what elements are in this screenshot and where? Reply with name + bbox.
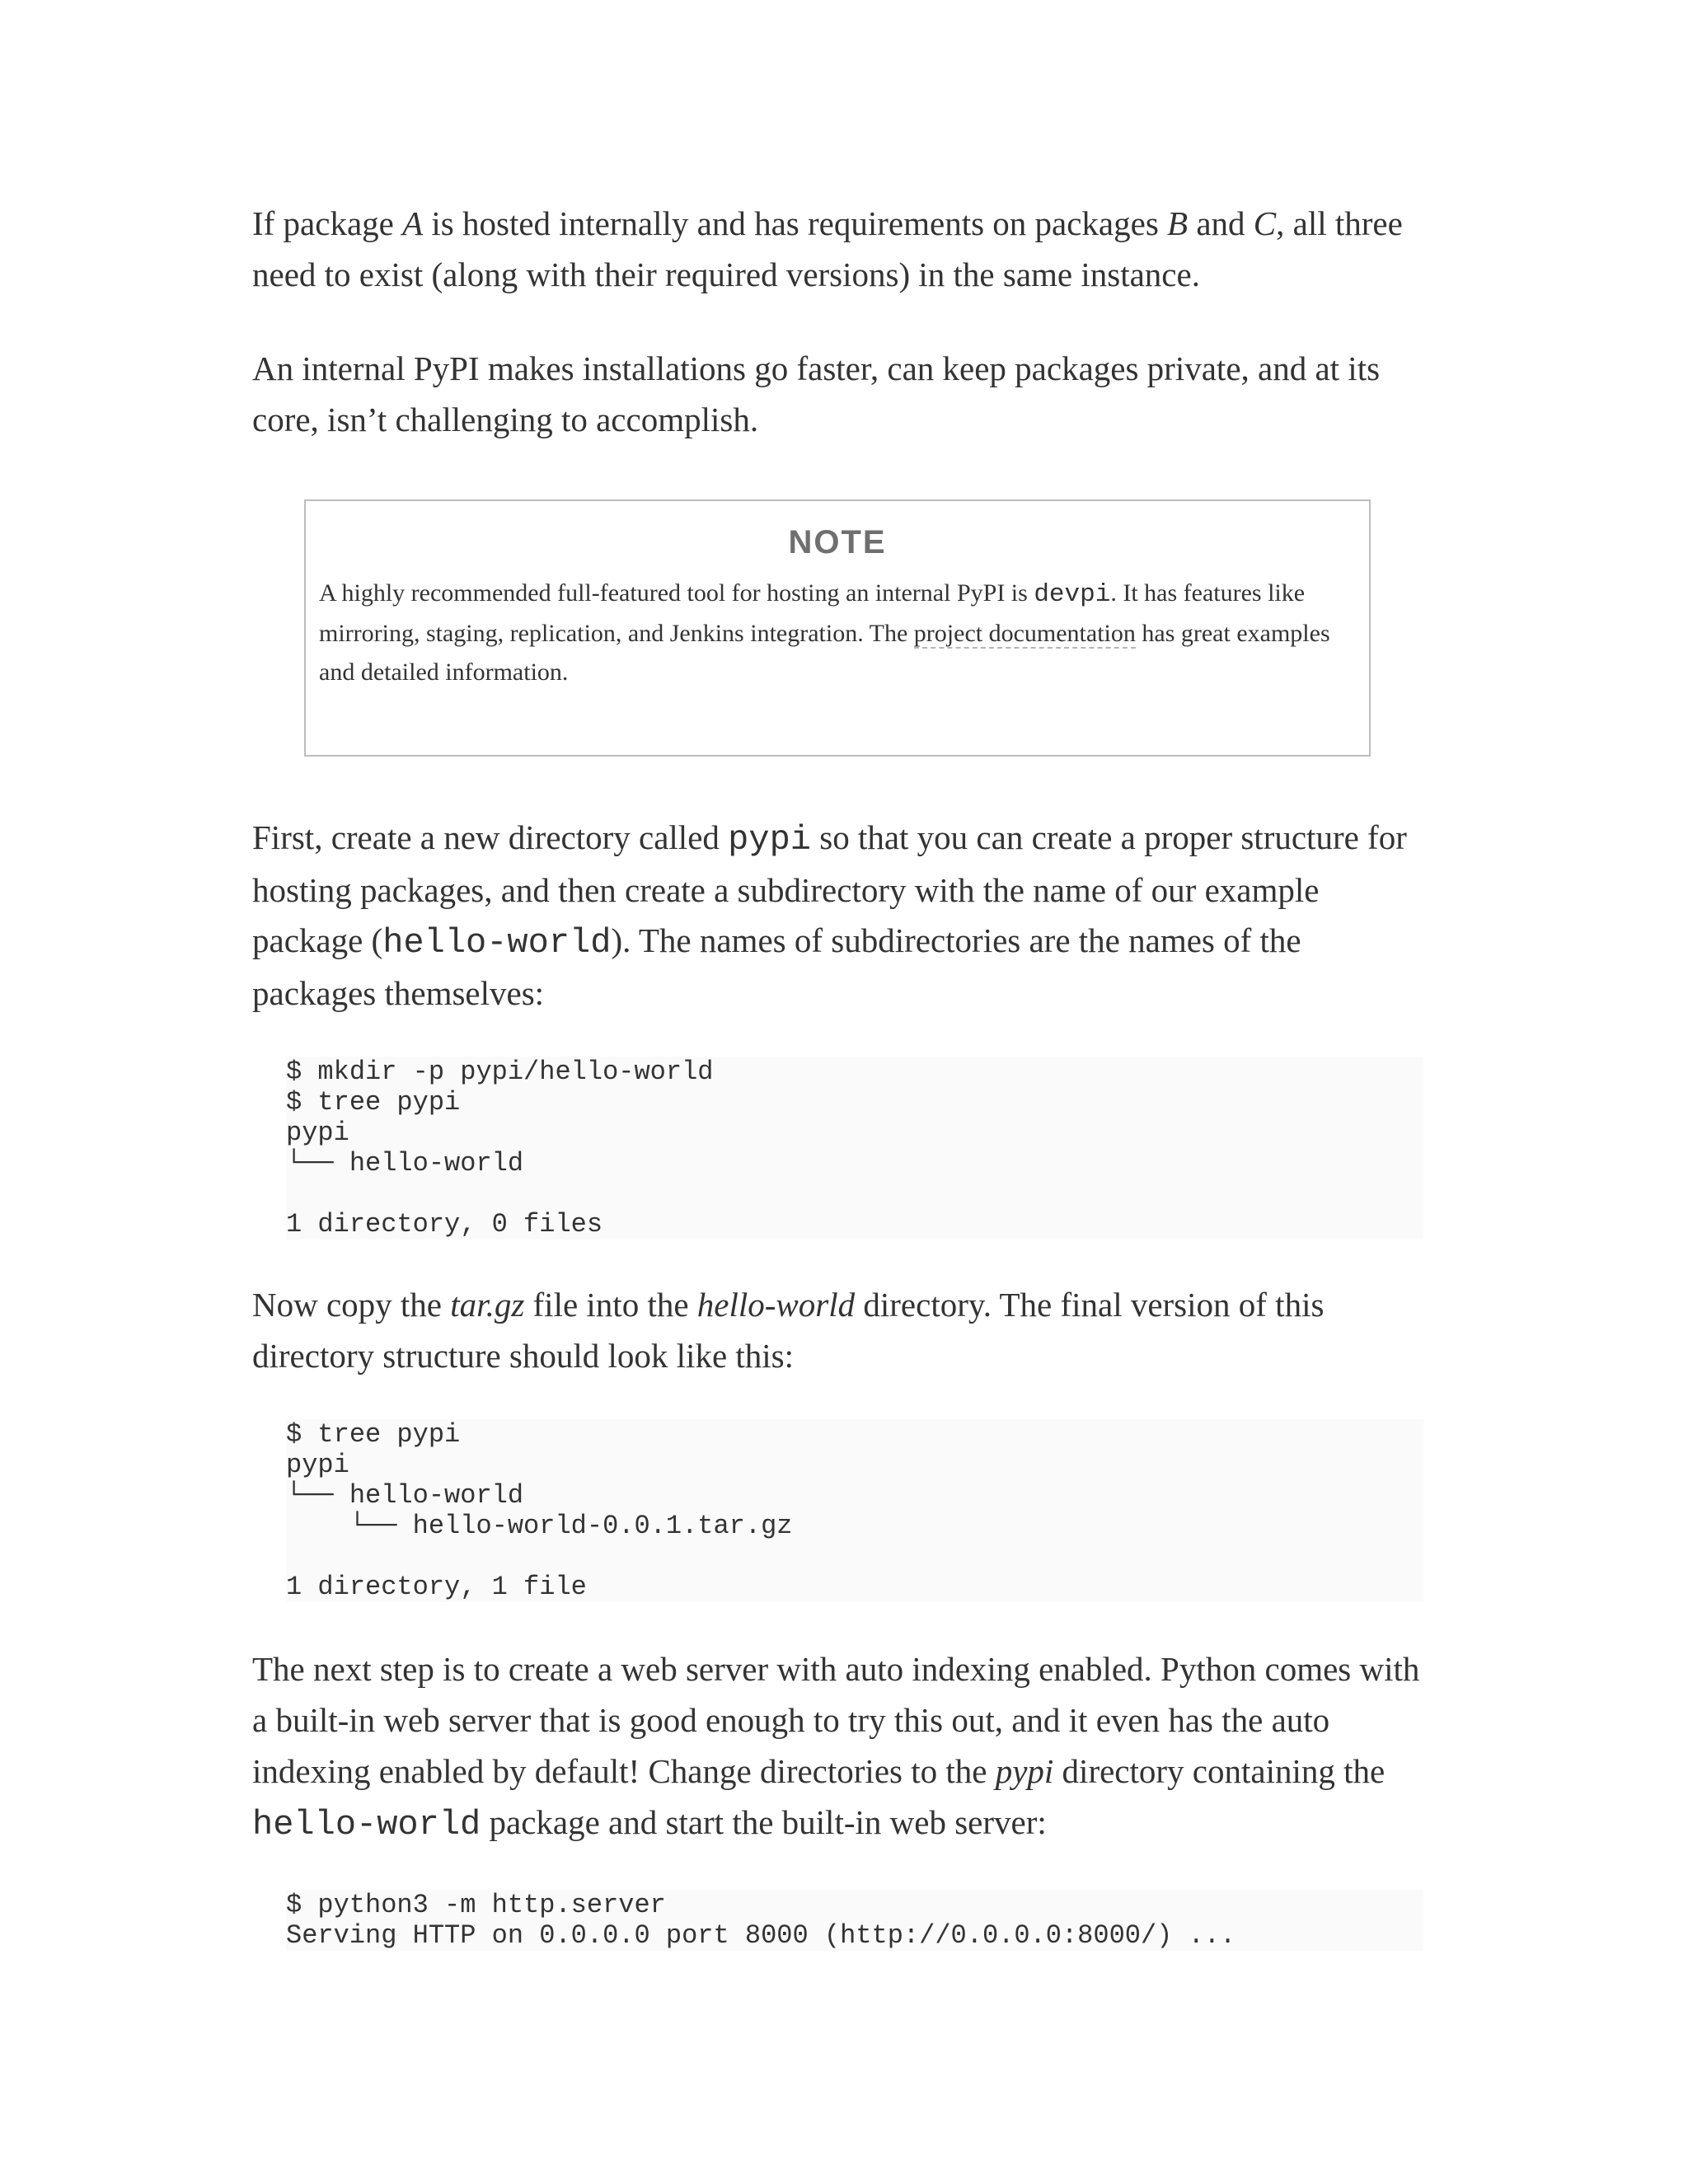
project-documentation-link[interactable]: project documentation	[913, 620, 1136, 647]
document-page	[252, 198, 1431, 1994]
paragraph-web-server: The next step is to create a web server with auto indexing enabled. Python comes with a built-in web server that is good enough to try this out, and it even has the auto indexing enabled by default! Change directories to the pypi directory containing the hello-world package and start the built-in web server:	[252, 1650, 1420, 1844]
note-body: A highly recommended full-featured tool for hosting an internal PyPI is devpi. It has features like mirroring, staging, replication, and Jenkins integration. The project documentation has great examples and detailed information.	[319, 579, 1330, 686]
pypi-code: pypi	[728, 820, 811, 860]
note-title: NOTE	[788, 524, 887, 560]
paragraph-create-directory: First, create a new directory called pypi so that you can create a proper structure for hosting packages, and then create a subdirectory with the name of our example package (hello-world). The names of subdirectories are the names of the packages themselves:	[252, 818, 1407, 1012]
hello-world-code: hello-world	[382, 923, 612, 963]
code-block-http-server: $ python3 -m http.server Serving HTTP on 0.0.0.0 port 8000 (http://0.0.0.0:8000/) ...	[286, 1890, 1423, 1951]
hello-world-package-code: hello-world	[252, 1805, 481, 1844]
paragraph-internal-pypi: An internal PyPI makes installations go faster, can keep packages private, and at its core, isn’t challenging to accomplish.	[252, 349, 1381, 438]
paragraph-copy-tarball: Now copy the tar.gz file into the hello-world directory. The final version of this directory structure should look like this:	[252, 1286, 1325, 1375]
paragraph-package-requirements: If package A is hosted internally and has requirements on packages B and C, all three need to exist (along with their required versions) in the same instance.	[252, 204, 1403, 293]
note-box	[304, 499, 1371, 757]
devpi-code: devpi	[1034, 580, 1111, 609]
code-block-tree: $ tree pypi pypi └── hello-world └── hello-world-0.0.1.tar.gz 1 directory, 1 file	[286, 1419, 1423, 1602]
code-block-mkdir: $ mkdir -p pypi/hello-world $ tree pypi pypi └── hello-world 1 directory, 0 files	[286, 1057, 1423, 1240]
